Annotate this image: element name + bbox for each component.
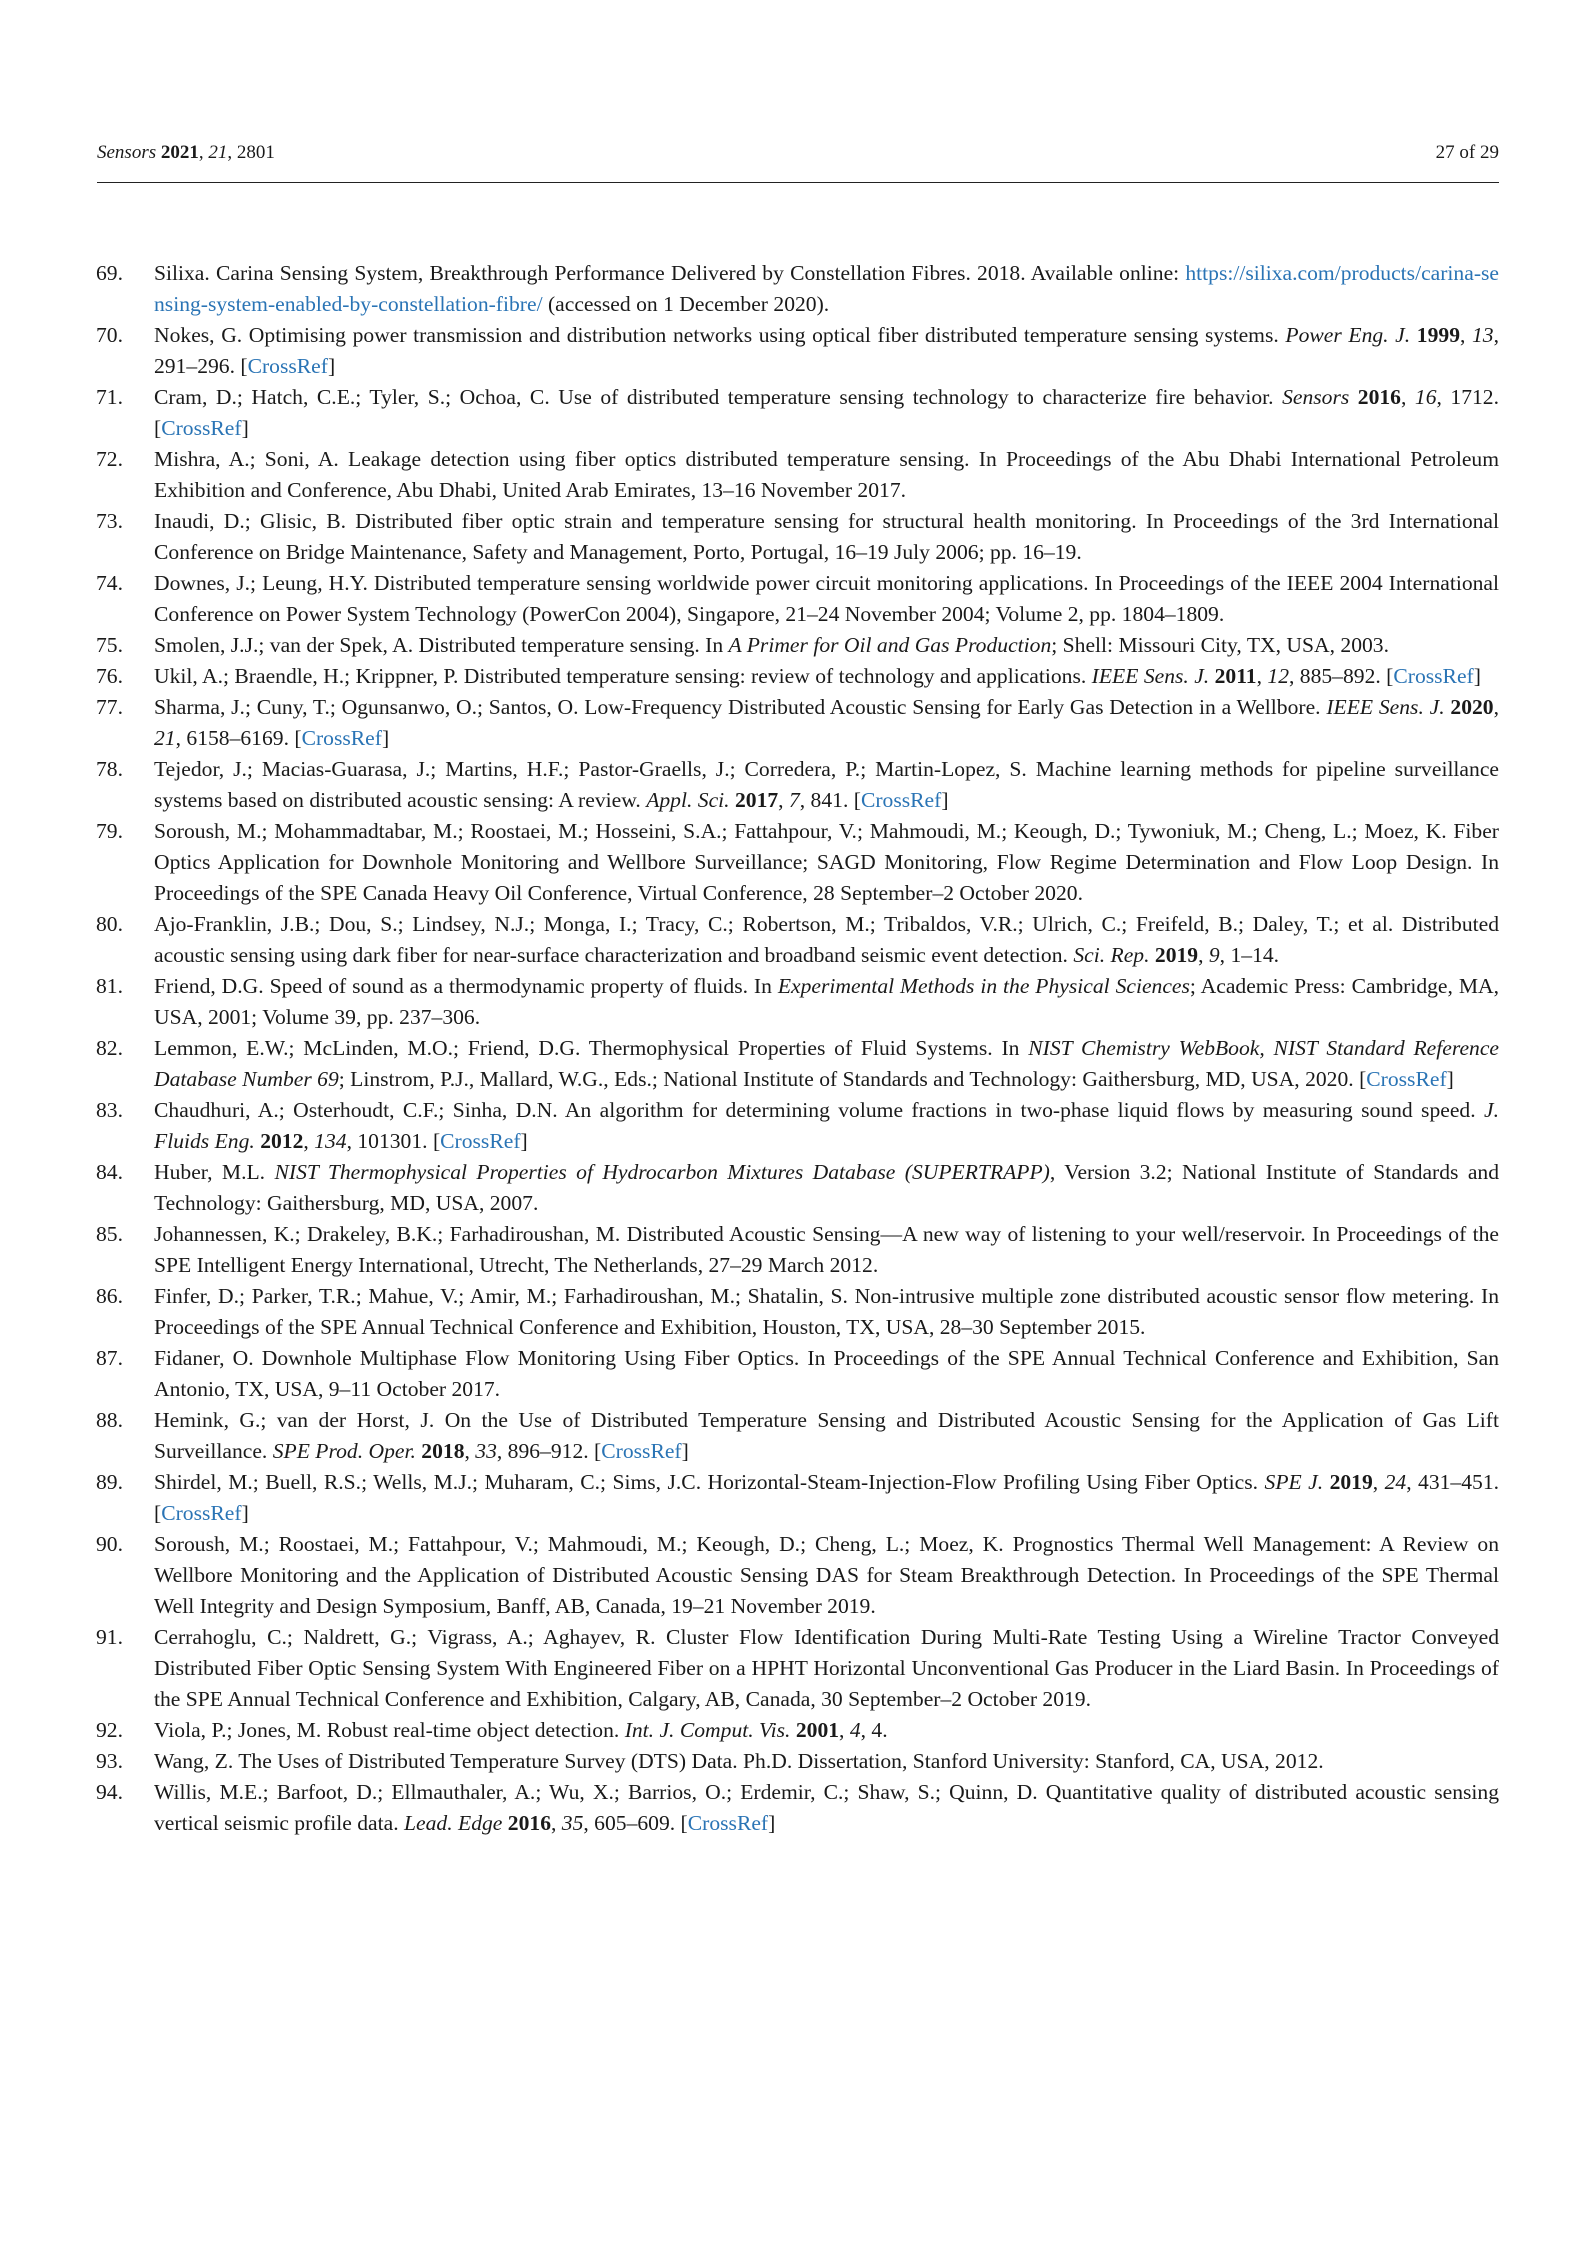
- crossref-link[interactable]: CrossRef: [161, 1501, 242, 1525]
- crossref-link[interactable]: CrossRef: [687, 1811, 769, 1835]
- reference-text: [154, 320, 1499, 382]
- reference-segment: , 885–892. [: [1288, 664, 1394, 688]
- italic-text: 16: [1414, 385, 1437, 409]
- reference-text: [154, 1405, 1499, 1467]
- italic-text: Sensors: [1282, 385, 1350, 409]
- reference-segment: , Version 3.2; National Institute of Standards and Technology: Gaithersburg, MD, USA, 2007.: [154, 1160, 1500, 1215]
- bold-year: 2018: [421, 1439, 465, 1463]
- italic-text: Sci. Rep.: [1073, 943, 1150, 967]
- reference-number: 80.: [96, 912, 123, 936]
- reference-segment: , 605–609. [: [583, 1811, 688, 1835]
- reference-number: 94.: [96, 1780, 123, 1804]
- reference-number: 79.: [96, 819, 123, 843]
- reference-segment: ; Linstrom, P.J., Mallard, W.G., Eds.; National Institute of Standards and Technology: Gaithersburg, MD, USA, 2020. [: [338, 1067, 1367, 1091]
- italic-text: Int. J. Comput. Vis.: [624, 1718, 791, 1742]
- reference-item: [96, 971, 1499, 1033]
- italic-text: J. Fluids Eng.: [154, 1098, 1499, 1153]
- reference-number: 84.: [96, 1160, 123, 1184]
- reference-item: [96, 1777, 1499, 1839]
- reference-text: [154, 909, 1499, 971]
- reference-number: 73.: [96, 509, 123, 533]
- reference-segment: , 6158–6169. [: [175, 726, 302, 750]
- reference-segment: Shirdel, M.; Buell, R.S.; Wells, M.J.; Muharam, C.; Sims, J.C. Horizontal-Steam-Injection-Flow Profiling Using Fiber Optics.: [154, 1470, 1265, 1494]
- reference-segment: Johannessen, K.; Drakeley, B.K.; Farhadiroushan, M. Distributed Acoustic Sensing—A new way of listening to your well/reservoir. In Proceedings of the SPE Intelligent Energy International, Utrecht, The Netherlands, 27–29 March 2012.: [154, 1222, 1499, 1277]
- reference-text: [154, 1343, 1499, 1405]
- url-link[interactable]: https://silixa.com/products/carina-sensing-system-enabled-by-constellation-fibre/: [154, 261, 1499, 316]
- reference-text: [154, 444, 1499, 506]
- reference-number: 86.: [96, 1284, 123, 1308]
- reference-segment: Hemink, G.; van der Horst, J. On the Use of Distributed Temperature Sensing and Distributed Acoustic Sensing for the Application of Gas Lift Surveillance.: [154, 1408, 1499, 1463]
- reference-number: 72.: [96, 447, 123, 471]
- bold-year: 2016: [507, 1811, 551, 1835]
- reference-number: 71.: [96, 385, 123, 409]
- crossref-link[interactable]: CrossRef: [301, 726, 382, 750]
- reference-segment: Nokes, G. Optimising power transmission and distribution networks using optical fiber distributed temperature sensing systems.: [154, 323, 1286, 347]
- reference-number: 83.: [96, 1098, 123, 1122]
- reference-number: 92.: [96, 1718, 123, 1742]
- reference-text: [154, 754, 1499, 816]
- reference-number: 93.: [96, 1749, 123, 1773]
- page-header: [97, 138, 1499, 183]
- bold-year: 2019: [1154, 943, 1199, 967]
- reference-segment: , 4.: [860, 1718, 888, 1742]
- reference-text: [154, 382, 1499, 444]
- reference-segment: Huber, M.L.: [154, 1160, 275, 1184]
- reference-number: 85.: [96, 1222, 123, 1246]
- reference-text: [154, 692, 1499, 754]
- reference-text: [154, 630, 1499, 661]
- reference-segment: ,: [1198, 943, 1209, 967]
- crossref-link[interactable]: CrossRef: [161, 416, 242, 440]
- reference-segment: ]: [381, 726, 390, 750]
- reference-item: [96, 1622, 1499, 1715]
- journal-name: Sensors: [97, 142, 157, 163]
- reference-segment: (accessed on 1 December 2020).: [542, 292, 830, 316]
- reference-segment: Soroush, M.; Roostaei, M.; Fattahpour, V.; Mahmoudi, M.; Keough, D.; Cheng, L.; Moez, K. Prognostics Thermal Well Management: A Review on Wellbore Monitoring and the Application of Distributed Acoustic Sensing DAS for Steam Breakthrough Detection. In Proceedings of the SPE Thermal Well Integrity and Design Symposium, Banff, AB, Canada, 19–21 November 2019.: [154, 1532, 1499, 1618]
- reference-segment: ,: [303, 1129, 315, 1153]
- reference-segment: ,: [1400, 385, 1415, 409]
- reference-item: [96, 692, 1499, 754]
- italic-text: Lead. Edge: [404, 1811, 503, 1835]
- italic-text: SPE J.: [1264, 1470, 1324, 1494]
- reference-segment: , 841. [: [799, 788, 861, 812]
- reference-segment: ,: [1493, 695, 1499, 719]
- reference-text: [154, 1467, 1499, 1529]
- reference-text: [154, 568, 1499, 630]
- crossref-link[interactable]: CrossRef: [247, 354, 328, 378]
- reference-text: [154, 1777, 1499, 1839]
- reference-segment: ]: [768, 1811, 776, 1835]
- reference-text: [154, 1157, 1499, 1219]
- reference-segment: Lemmon, E.W.; McLinden, M.O.; Friend, D.G. Thermophysical Properties of Fluid Systems. In: [154, 1036, 1029, 1060]
- reference-segment: ,: [550, 1811, 562, 1835]
- reference-segment: , 291–296. [: [154, 323, 1499, 378]
- reference-segment: ,: [839, 1718, 850, 1742]
- italic-text: SPE Prod. Oper.: [272, 1439, 416, 1463]
- italic-text: Experimental Methods in the Physical Sciences: [777, 974, 1190, 998]
- bold-year: 2012: [260, 1129, 304, 1153]
- reference-number: 77.: [96, 695, 123, 719]
- reference-text: [154, 1746, 1499, 1777]
- reference-item: [96, 320, 1499, 382]
- reference-segment: ]: [241, 1501, 249, 1525]
- italic-text: 35: [561, 1811, 584, 1835]
- reference-number: 89.: [96, 1470, 123, 1494]
- reference-number: 78.: [96, 757, 123, 781]
- reference-number: 91.: [96, 1625, 123, 1649]
- reference-segment: Soroush, M.; Mohammadtabar, M.; Roostaei, M.; Hosseini, S.A.; Fattahpour, V.; Mahmoudi, M.; Keough, D.; Tywoniuk, M.; Cheng, L.; Moez, K. Fiber Optics Application for Downhole Monitoring and Wellbore Surveillance; SAGD Monitoring, Flow Regime Determination and Flow Loop Design. In Proceedings of the SPE Canada Heavy Oil Conference, Virtual Conference, 28 September–2 October 2020.: [154, 819, 1499, 905]
- italic-text: 134: [314, 1129, 347, 1153]
- reference-number: 70.: [96, 323, 123, 347]
- reference-segment: Friend, D.G. Speed of sound as a thermodynamic property of fluids. In: [154, 974, 778, 998]
- reference-item: [96, 1219, 1499, 1281]
- reference-item: [96, 1715, 1499, 1746]
- crossref-link[interactable]: CrossRef: [601, 1439, 682, 1463]
- reference-item: [96, 1467, 1499, 1529]
- journal-year: 2021: [160, 142, 199, 163]
- reference-segment: Cram, D.; Hatch, C.E.; Tyler, S.; Ochoa, C. Use of distributed temperature sensing technology to characterize fire behavior.: [154, 385, 1283, 409]
- journal-volume: 21: [208, 142, 228, 163]
- reference-item: [96, 444, 1499, 506]
- reference-segment: ,: [1372, 1470, 1385, 1494]
- reference-segment: Silixa. Carina Sensing System, Breakthrough Performance Delivered by Constellation Fibres. 2018. Available online:: [154, 261, 1186, 285]
- reference-text: [154, 1715, 1499, 1746]
- reference-text: [154, 258, 1499, 320]
- reference-item: [96, 816, 1499, 909]
- reference-segment: Willis, M.E.; Barfoot, D.; Ellmauthaler, A.; Wu, X.; Barrios, O.; Erdemir, C.; Shaw, S.; Quinn, D. Quantitative quality of distributed acoustic sensing vertical seismic profile data.: [154, 1780, 1499, 1835]
- italic-text: 7: [788, 788, 800, 812]
- reference-item: [96, 1095, 1499, 1157]
- reference-segment: Ajo-Franklin, J.B.; Dou, S.; Lindsey, N.J.; Monga, I.; Tracy, C.; Robertson, M.; Tribaldos, V.R.; Ulrich, C.; Freifeld, B.; Daley, T.; et al. Distributed acoustic sensing using dark fiber for near-surface characterization and broadband seismic event detection.: [154, 912, 1499, 967]
- reference-segment: Fidaner, O. Downhole Multiphase Flow Monitoring Using Fiber Optics. In Proceedings of the SPE Annual Technical Conference and Exhibition, San Antonio, TX, USA, 9–11 October 2017.: [154, 1346, 1499, 1401]
- reference-text: [154, 1529, 1499, 1622]
- reference-number: 75.: [96, 633, 123, 657]
- bold-year: 2016: [1357, 385, 1401, 409]
- reference-item: [96, 754, 1499, 816]
- reference-segment: , 431–451. [: [154, 1470, 1500, 1525]
- reference-text: [154, 1095, 1499, 1157]
- reference-segment: Viola, P.; Jones, M. Robust real-time object detection.: [154, 1718, 625, 1742]
- reference-text: [154, 1622, 1499, 1715]
- reference-segment: ,: [1459, 323, 1472, 347]
- reference-segment: Finfer, D.; Parker, T.R.; Mahue, V.; Amir, M.; Farhadiroushan, M.; Shatalin, S. Non-intrusive multiple zone distributed acoustic sensor flow metering. In Proceedings of the SPE Annual Technical Conference and Exhibition, Houston, TX, USA, 28–30 September 2015.: [154, 1284, 1499, 1339]
- reference-segment: ]: [941, 788, 949, 812]
- reference-text: [154, 661, 1499, 692]
- italic-text: 13: [1472, 323, 1494, 347]
- reference-number: 76.: [96, 664, 123, 688]
- italic-text: Appl. Sci.: [646, 788, 730, 812]
- article-number: 2801: [236, 142, 275, 163]
- reference-item: [96, 1405, 1499, 1467]
- reference-segment: ; Academic Press: Cambridge, MA, USA, 2001; Volume 39, pp. 237–306.: [154, 974, 1500, 1029]
- reference-segment: , 1712. [: [154, 385, 1499, 440]
- italic-text: 21: [154, 726, 176, 750]
- reference-text: [154, 1281, 1499, 1343]
- reference-segment: Sharma, J.; Cuny, T.; Ogunsanwo, O.; Santos, O. Low-Frequency Distributed Acoustic Sensing for Early Gas Detection in a Wellbore.: [154, 695, 1327, 719]
- page-number: 27 of 29: [1435, 142, 1499, 163]
- reference-segment: Chaudhuri, A.; Osterhoudt, C.F.; Sinha, D.N. An algorithm for determining volume fractions in two-phase liquid flows by measuring sound speed.: [154, 1098, 1485, 1122]
- reference-item: [96, 568, 1499, 630]
- italic-text: IEEE Sens. J.: [1326, 695, 1445, 719]
- reference-item: [96, 506, 1499, 568]
- reference-list: [96, 258, 1499, 1839]
- reference-item: [96, 1343, 1499, 1405]
- reference-item: [96, 661, 1499, 692]
- reference-segment: ,: [464, 1439, 476, 1463]
- reference-segment: ]: [241, 416, 249, 440]
- reference-segment: ,: [778, 788, 789, 812]
- reference-segment: Downes, J.; Leung, H.Y. Distributed temperature sensing worldwide power circuit monitoring applications. In Proceedings of the IEEE 2004 International Conference on Power System Technology (PowerCon 2004), Singapore, 21–24 November 2004; Volume 2, pp. 1804–1809.: [154, 571, 1499, 626]
- reference-item: [96, 1529, 1499, 1622]
- reference-item: [96, 1157, 1499, 1219]
- reference-segment: [1410, 323, 1417, 347]
- bold-year: 2017: [734, 788, 779, 812]
- reference-item: [96, 1033, 1499, 1095]
- reference-number: 87.: [96, 1346, 123, 1370]
- italic-text: NIST Thermophysical Properties of Hydrocarbon Mixtures Database (SUPERTRAPP): [274, 1160, 1050, 1184]
- reference-text: [154, 1033, 1499, 1095]
- reference-segment: ,: [1256, 664, 1268, 688]
- crossref-link[interactable]: CrossRef: [860, 788, 942, 812]
- reference-text: [154, 971, 1499, 1033]
- journal-citation: Sensors 2021, 21, 2801: [97, 142, 275, 163]
- italic-text: 33: [475, 1439, 497, 1463]
- bold-year: 2020: [1450, 695, 1494, 719]
- reference-text: [154, 816, 1499, 909]
- reference-number: 82.: [96, 1036, 123, 1060]
- reference-segment: , 896–912. [: [496, 1439, 602, 1463]
- crossref-link[interactable]: CrossRef: [440, 1129, 521, 1153]
- italic-text: Power Eng. J.: [1285, 323, 1411, 347]
- reference-text: [154, 1219, 1499, 1281]
- italic-text: IEEE Sens. J.: [1091, 664, 1210, 688]
- italic-text: 9: [1208, 943, 1220, 967]
- reference-segment: ]: [1473, 664, 1481, 688]
- reference-segment: [1349, 385, 1358, 409]
- italic-text: 24: [1384, 1470, 1407, 1494]
- reference-segment: ]: [1446, 1067, 1454, 1091]
- reference-segment: Tejedor, J.; Macias-Guarasa, J.; Martins, H.F.; Pastor-Graells, J.; Corredera, P.; Martin-Lopez, S. Machine learning methods for pipeline surveillance systems based on distributed acoustic sensing: A review.: [154, 757, 1499, 812]
- italic-text: A Primer for Oil and Gas Production: [728, 633, 1052, 657]
- reference-number: 81.: [96, 974, 123, 998]
- reference-segment: ]: [327, 354, 336, 378]
- reference-number: 88.: [96, 1408, 123, 1432]
- reference-item: [96, 382, 1499, 444]
- reference-text: [154, 506, 1499, 568]
- crossref-link[interactable]: CrossRef: [1366, 1067, 1447, 1091]
- reference-item: [96, 1281, 1499, 1343]
- italic-text: NIST Chemistry WebBook, NIST Standard Reference Database Number 69: [154, 1036, 1499, 1091]
- reference-item: [96, 630, 1499, 661]
- reference-number: 69.: [96, 261, 123, 285]
- reference-item: [96, 1746, 1499, 1777]
- italic-text: 12: [1267, 664, 1289, 688]
- italic-text: 4: [849, 1718, 861, 1742]
- reference-segment: Wang, Z. The Uses of Distributed Temperature Survey (DTS) Data. Ph.D. Dissertation, Stanford University: Stanford, CA, USA, 2012.: [154, 1749, 1324, 1773]
- reference-item: [96, 909, 1499, 971]
- reference-segment: Inaudi, D.; Glisic, B. Distributed fiber optic strain and temperature sensing for structural health monitoring. In Proceedings of the 3rd International Conference on Bridge Maintenance, Safety and Management, Porto, Portugal, 16–19 July 2006; pp. 16–19.: [154, 509, 1499, 564]
- bold-year: 1999: [1416, 323, 1460, 347]
- reference-number: 90.: [96, 1532, 123, 1556]
- reference-segment: ; Shell: Missouri City, TX, USA, 2003.: [1051, 633, 1390, 657]
- reference-segment: ]: [520, 1129, 528, 1153]
- reference-segment: , 1–14.: [1219, 943, 1280, 967]
- reference-segment: Mishra, A.; Soni, A. Leakage detection using fiber optics distributed temperature sensing. In Proceedings of the Abu Dhabi International Petroleum Exhibition and Conference, Abu Dhabi, United Arab Emirates, 13–16 November 2017.: [154, 447, 1499, 502]
- reference-segment: ]: [681, 1439, 689, 1463]
- reference-segment: Smolen, J.J.; van der Spek, A. Distributed temperature sensing. In: [154, 633, 729, 657]
- bold-year: 2011: [1214, 664, 1257, 688]
- reference-segment: Cerrahoglu, C.; Naldrett, G.; Vigrass, A.; Aghayev, R. Cluster Flow Identification During Multi-Rate Testing Using a Wireline Tractor Conveyed Distributed Fiber Optic Sensing System With Engineered Fiber on a HPHT Horizontal Unconventional Gas Producer in the Liard Basin. In Proceedings of the SPE Annual Technical Conference and Exhibition, Calgary, AB, Canada, 30 September–2 October 2019.: [154, 1625, 1499, 1711]
- reference-item: [96, 258, 1499, 320]
- crossref-link[interactable]: CrossRef: [1393, 664, 1474, 688]
- bold-year: 2019: [1329, 1470, 1373, 1494]
- reference-number: 74.: [96, 571, 123, 595]
- reference-segment: Ukil, A.; Braendle, H.; Krippner, P. Distributed temperature sensing: review of technology and applications.: [154, 664, 1092, 688]
- bold-year: 2001: [795, 1718, 840, 1742]
- reference-segment: , 101301. [: [346, 1129, 441, 1153]
